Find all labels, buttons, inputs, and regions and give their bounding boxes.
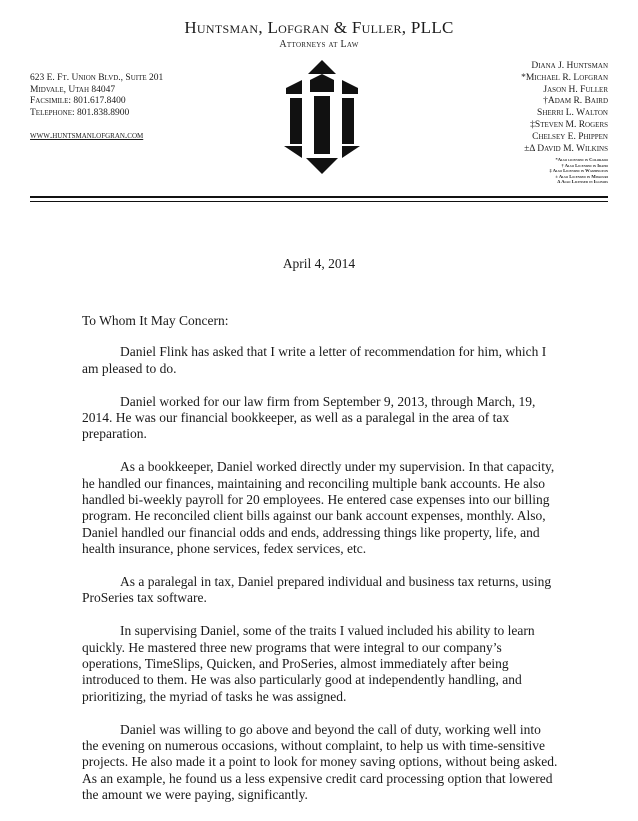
letter-date: April 4, 2014 [282, 256, 356, 271]
phone-line: Telephone: 801.838.8900 [30, 107, 130, 118]
body-paragraph: Daniel was willing to go above and beyond the call of duty, working well into the evening on numerous occasions, without complaint, to help us with time-sensitive projects. He also made it a point to look for money saving options, without being asked. As an example, he found us a less expensive credit card processing option that lowered the amount we were paying, significantly. [82, 721, 558, 803]
body-paragraph: In supervising Daniel, some of the traits I valued included his ability to learn quickly. He mastered three new programs that were integral to our company’s operations, TimeSlips, Quicken, and ProSeries, almost immediately after being introduced to them. He was also particularly good at independently handling, and prioritizing, the myriad of tasks he was assigned. [82, 623, 535, 704]
attorney-name: Jason H. Fuller [543, 84, 608, 95]
body-paragraph: Daniel worked for our law firm from September 9, 2013, through March, 19, 2014. He was our financial bookkeeper, as well as a paralegal in the area of tax preparation. [82, 393, 536, 442]
letterhead-divider-thin [30, 201, 608, 202]
attorney-name: Diana J. Huntsman [531, 61, 608, 71]
attorney-name: †Adam R. Baird [543, 96, 608, 107]
letterhead-divider [30, 196, 608, 198]
attorney-list [521, 61, 608, 155]
attorney-name: *Michael R. Lofgran [521, 72, 608, 83]
license-note: *Also licensed in Colorado [555, 157, 608, 162]
letter-body [82, 313, 560, 820]
salutation: To Whom It May Concern: [82, 313, 229, 328]
attorney-name: ‡Steven M. Rogers [530, 119, 608, 130]
license-note: † Also Licensed in Idaho [561, 162, 608, 168]
fax-line: Facsimile: 801.617.8400 [30, 96, 126, 106]
address-line: 623 E. Ft. Union Blvd., Suite 201 [30, 73, 164, 83]
body-paragraph: Daniel Flink has asked that I write a letter of recommendation for him, which I am pleased to do. [82, 344, 547, 376]
body-paragraph: As a paralegal in tax, Daniel prepared individual and business tax returns, using ProSeries tax software. [82, 574, 552, 606]
body-paragraph: As a bookkeeper, Daniel worked directly under my supervision. In that capacity, he handled our finances, maintaining and reconciling multiple bank accounts. He also handled bi-weekly payroll for 20 employees. He entered case expenses into our billing program. He reconciled client bills against our bank account expenses, monthly. Also, Daniel handled our financial odds and ends, addressing things like property, life, and health insurance, phone services, fedex services, etc. [82, 459, 555, 557]
attorney-name: Sherri L. Walton [537, 108, 608, 119]
firm-name: Huntsman, Lofgran & Fuller, PLLC [184, 18, 454, 37]
attorney-name: ±Δ David M. Wilkins [524, 143, 608, 154]
firm-logo-icon [280, 60, 364, 175]
license-note: Δ Also Licensed in Illinois [557, 179, 608, 185]
license-note: ‡ Also Licensed in Washington [549, 168, 608, 174]
website-link[interactable]: www.huntsmanlofgran.com [30, 131, 144, 141]
firm-address [30, 73, 163, 143]
license-notes [550, 157, 609, 185]
address-line: Midvale, Utah 84047 [30, 84, 116, 95]
attorney-name: Chelsey E. Phippen [532, 131, 608, 142]
firm-subtitle: Attorneys at Law [279, 39, 359, 50]
license-note: ± Also Licensed in Missouri [555, 173, 608, 179]
